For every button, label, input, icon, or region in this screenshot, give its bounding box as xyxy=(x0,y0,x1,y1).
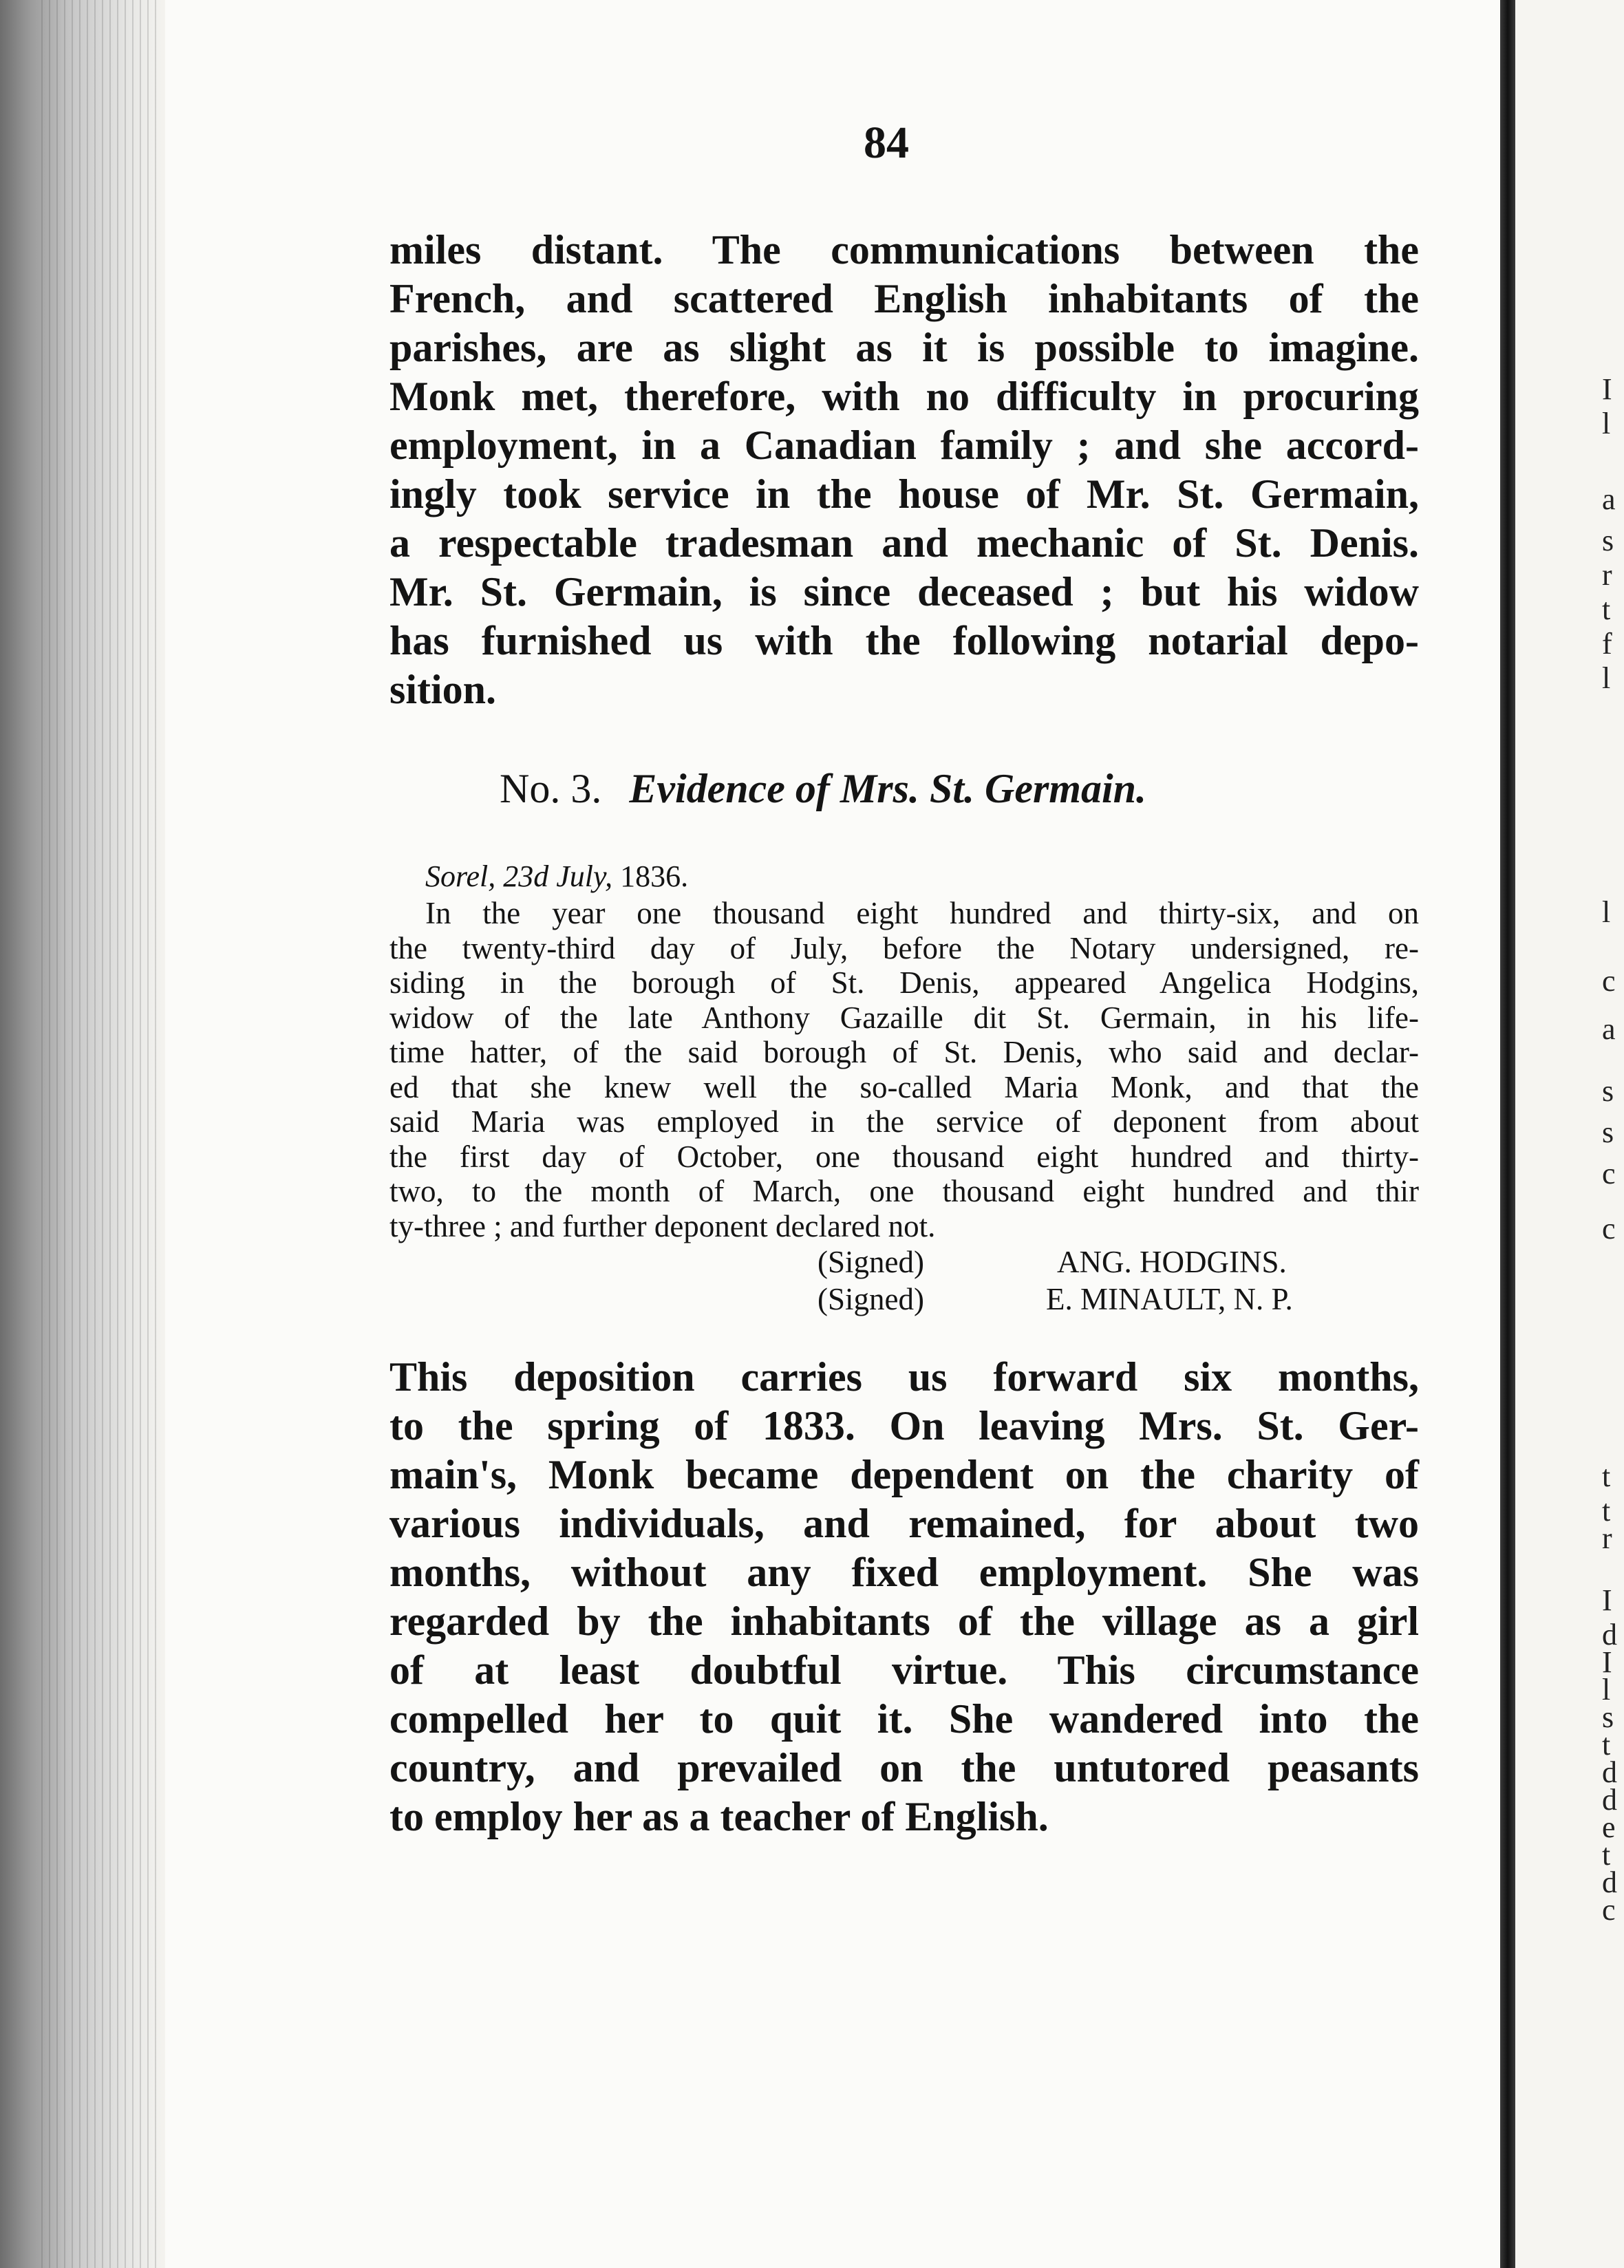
facing-page-fragment: t xyxy=(1602,592,1611,626)
text-line: miles distant. The communications between the xyxy=(389,227,1419,272)
facing-page-fragment: c xyxy=(1602,1212,1616,1245)
facing-page-fragment: t xyxy=(1602,1459,1611,1493)
deposition-dateline xyxy=(425,859,688,894)
deposition-line: In the year one thousand eight hundred and thirty-six, and on xyxy=(425,896,1419,930)
facing-page-fragment: f xyxy=(1602,627,1612,661)
text-line: a respectable tradesman and mechanic of St. Denis. xyxy=(389,520,1419,566)
text-line: French, and scattered English inhabitants of the xyxy=(389,276,1419,321)
text-line: parishes, are as slight as it is possible to imagine. xyxy=(389,325,1419,370)
facing-page-fragment: d xyxy=(1602,1755,1617,1789)
place-date: Sorel, 23d July, xyxy=(425,859,613,893)
facing-page-fragment: c xyxy=(1602,1157,1616,1190)
deposition-text xyxy=(389,896,1419,1243)
facing-page-fragment: a xyxy=(1602,1012,1616,1046)
text-line: months, without any fixed employment. She was xyxy=(389,1550,1419,1595)
facing-page-fragment: d xyxy=(1602,1865,1617,1899)
book-gutter xyxy=(1500,0,1515,2268)
deposition-line: ty-three ; and further deponent declared not. xyxy=(389,1208,936,1243)
paragraph-2 xyxy=(389,1353,1419,1841)
deposition-line: said Maria was employed in the service of deponent from about xyxy=(389,1104,1419,1139)
text-line: various individuals, and remained, for about two xyxy=(389,1501,1419,1546)
signature-label: (Signed) xyxy=(818,1245,924,1279)
facing-page-fragment: c xyxy=(1602,1893,1616,1927)
text-line: employment, in a Canadian family ; and she accord- xyxy=(389,422,1419,468)
facing-page-fragment: r xyxy=(1602,1521,1612,1555)
signature-label: (Signed) xyxy=(818,1282,924,1316)
deposition-line: the twenty-third day of July, before the Notary undersigned, re- xyxy=(389,930,1419,965)
text-line: Mr. St. Germain, is since deceased ; but his widow xyxy=(389,569,1419,614)
text-line: of at least doubtful virtue. This circumstance xyxy=(389,1647,1419,1693)
text-line: Monk met, therefore, with no difficulty in procuring xyxy=(389,374,1419,419)
facing-page-fragment: I xyxy=(1602,1583,1612,1617)
facing-page-fragment: s xyxy=(1602,1700,1614,1734)
facing-page-fragment: I xyxy=(1602,372,1612,406)
text-line: to employ her as a teacher of English. xyxy=(389,1794,1049,1839)
facing-page-fragment: r xyxy=(1602,558,1612,592)
facing-page-fragment: d xyxy=(1602,1618,1617,1651)
text-line: to the spring of 1833. On leaving Mrs. St. Ger- xyxy=(389,1403,1419,1448)
facing-page-fragment: t xyxy=(1602,1838,1611,1872)
text-line: This deposition carries us forward six months, xyxy=(389,1354,1419,1400)
paragraph-1 xyxy=(389,226,1419,714)
stacked-page-edges xyxy=(41,0,158,2268)
deposition-line: two, to the month of March, one thousand eight hundred and thir xyxy=(389,1174,1419,1208)
facing-page-fragment: s xyxy=(1602,1074,1614,1108)
signature-name: ANG. HODGINS. xyxy=(1057,1245,1287,1279)
facing-page-fragment: t xyxy=(1602,1728,1611,1762)
facing-page-fragment: t xyxy=(1602,1494,1611,1528)
section-number: No. 3. xyxy=(500,766,602,811)
deposition-line: ed that she knew well the so-called Maria Monk, and that the xyxy=(389,1069,1419,1104)
facing-page-fragment: e xyxy=(1602,1810,1616,1844)
text-line: regarded by the inhabitants of the village as a girl xyxy=(389,1598,1419,1644)
facing-page-fragment: d xyxy=(1602,1783,1617,1817)
page-number: 84 xyxy=(864,118,909,168)
facing-page-fragment: l xyxy=(1602,407,1611,440)
facing-page-fragment: a xyxy=(1602,482,1616,516)
facing-page-fragment: s xyxy=(1602,1115,1614,1149)
deposition-line: time hatter, of the said borough of St. Denis, who said and declar- xyxy=(389,1035,1419,1069)
text-line: main's, Monk became dependent on the charity of xyxy=(389,1452,1419,1497)
signature-name: E. MINAULT, N. P. xyxy=(1046,1282,1293,1316)
year: 1836. xyxy=(620,859,689,893)
facing-page-fragment: l xyxy=(1602,1673,1611,1707)
facing-page-fragment: l xyxy=(1602,895,1611,929)
section-heading xyxy=(500,765,1146,813)
deposition-line: the first day of October, one thousand eight hundred and thirty- xyxy=(389,1139,1419,1174)
facing-page-fragment: l xyxy=(1602,661,1611,695)
deposition-line: siding in the borough of St. Denis, appeared Angelica Hodgins, xyxy=(389,965,1419,1000)
text-line: country, and prevailed on the untutored peasants xyxy=(389,1745,1419,1790)
text-line: compelled her to quit it. She wandered into the xyxy=(389,1696,1419,1742)
deposition-line: widow of the late Anthony Gazaille dit St. Germain, in his life- xyxy=(389,1000,1419,1035)
facing-page-fragment: c xyxy=(1602,964,1616,998)
facing-page-fragment: I xyxy=(1602,1645,1612,1679)
facing-page-fragment: s xyxy=(1602,524,1614,557)
text-line: sition. xyxy=(389,667,497,712)
section-title: Evidence of Mrs. St. Germain. xyxy=(629,766,1147,811)
text-line: ingly took service in the house of Mr. St. Germain, xyxy=(389,471,1419,517)
text-line: has furnished us with the following notarial depo- xyxy=(389,618,1419,663)
